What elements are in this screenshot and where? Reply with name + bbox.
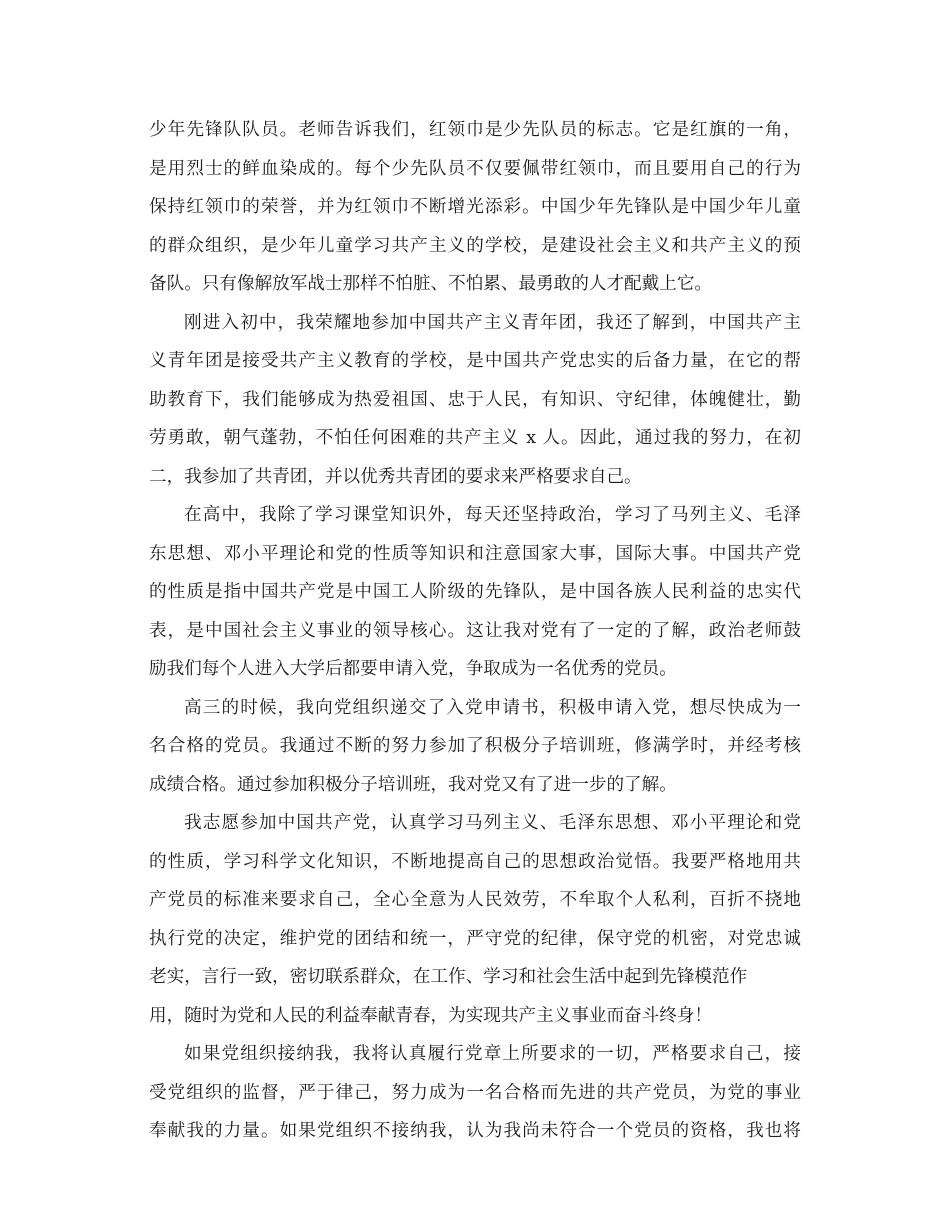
text-line: 的群众组织，是少年儿童学习共产主义的学校，是建设社会主义和共产主义的预 bbox=[149, 235, 801, 256]
text-line: 助教育下，我们能够成为热爱祖国、忠于人民，有知识、守纪律，体魄健壮，勤 bbox=[149, 389, 801, 410]
text-line: 保持红领巾的荣誉，并为红领巾不断增光添彩。中国少年先锋队是中国少年儿童 bbox=[149, 197, 801, 217]
text-line: 的性质是指中国共产党是中国工人阶级的先锋队，是中国各族人民利益的忠实代 bbox=[149, 582, 801, 602]
text-line: 老实，言行一致，密切联系群众，在工作、学习和社会生活中起到先锋模范作 bbox=[149, 967, 748, 987]
text-line: 如果党组织接纳我，我将认真履行党章上所要求的一切，严格要求自己，接 bbox=[184, 1044, 801, 1064]
text-line: 高三的时候，我向党组织递交了入党申请书，积极申请入党，想尽快成为一 bbox=[184, 697, 801, 718]
text-line: 受党组织的监督，严于律己，努力成为一名合格而先进的共产党员，为党的事业 bbox=[149, 1082, 801, 1103]
text-line: 我志愿参加中国共产党，认真学习马列主义、毛泽东思想、邓小平理论和党 bbox=[184, 813, 801, 833]
paragraph bbox=[149, 689, 801, 805]
text-line: 少年先锋队队员。老师告诉我们，红领巾是少先队员的标志。它是红旗的一角， bbox=[149, 120, 801, 140]
paragraph bbox=[149, 804, 801, 1035]
document-body bbox=[149, 111, 801, 1151]
text-line: 东思想、邓小平理论和党的性质等知识和注意国家大事，国际大事。中国共产党 bbox=[149, 543, 801, 564]
paragraph bbox=[149, 304, 801, 497]
text-line: 刚进入初中，我荣耀地参加中国共产主义青年团，我还了解到，中国共产主 bbox=[184, 312, 801, 333]
text-line: 表，是中国社会主义事业的领导核心。这让我对党有了一定的了解，政治老师鼓 bbox=[149, 620, 801, 641]
text-line: 用，随时为党和人民的利益奉献青春，为实现共产主义事业而奋斗终身！ bbox=[149, 1005, 713, 1026]
text-line: 在高中，我除了学习课堂知识外，每天还坚持政治，学习了马列主义、毛泽 bbox=[184, 505, 801, 525]
text-line: 劳勇敢，朝气蓬勃，不怕任何困难的共产主义 x 人。因此，通过我的努力，在初 bbox=[149, 428, 801, 448]
text-line: 产党员的标准来要求自己，全心全意为人民效劳，不牟取个人私利，百折不挠地 bbox=[149, 890, 801, 910]
text-line: 义青年团是接受共产主义教育的学校，是中国共产党忠实的后备力量，在它的帮 bbox=[149, 351, 801, 371]
text-line: 执行党的决定，维护党的团结和统一，严守党的纪律，保守党的机密，对党忠诚 bbox=[149, 928, 801, 949]
text-line: 二，我参加了共青团，并以优秀共青团的要求来严格要求自己。 bbox=[149, 466, 642, 487]
text-line: 成绩合格。通过参加积极分子培训班，我对党又有了进一步的了解。 bbox=[149, 774, 677, 795]
text-line: 奉献我的力量。如果党组织不接纳我，认为我尚未符合一个党员的资格，我也将 bbox=[149, 1121, 801, 1141]
paragraph bbox=[149, 496, 801, 689]
text-line: 的性质，学习科学文化知识，不断地提高自己的思想政治觉悟。我要严格地用共 bbox=[149, 851, 801, 872]
text-line: 备队。只有像解放军战士那样不怕脏、不怕累、最勇敢的人才配戴上它。 bbox=[149, 274, 713, 294]
text-line: 励我们每个人进入大学后都要申请入党，争取成为一名优秀的党员。 bbox=[149, 659, 677, 679]
text-line: 是用烈士的鲜血染成的。每个少先队员不仅要佩带红领巾，而且要用自己的行为 bbox=[149, 158, 801, 179]
paragraph bbox=[149, 111, 801, 304]
text-line: 名合格的党员。我通过不断的努力参加了积极分子培训班，修满学时，并经考核 bbox=[149, 736, 801, 756]
paragraph bbox=[149, 1035, 801, 1151]
